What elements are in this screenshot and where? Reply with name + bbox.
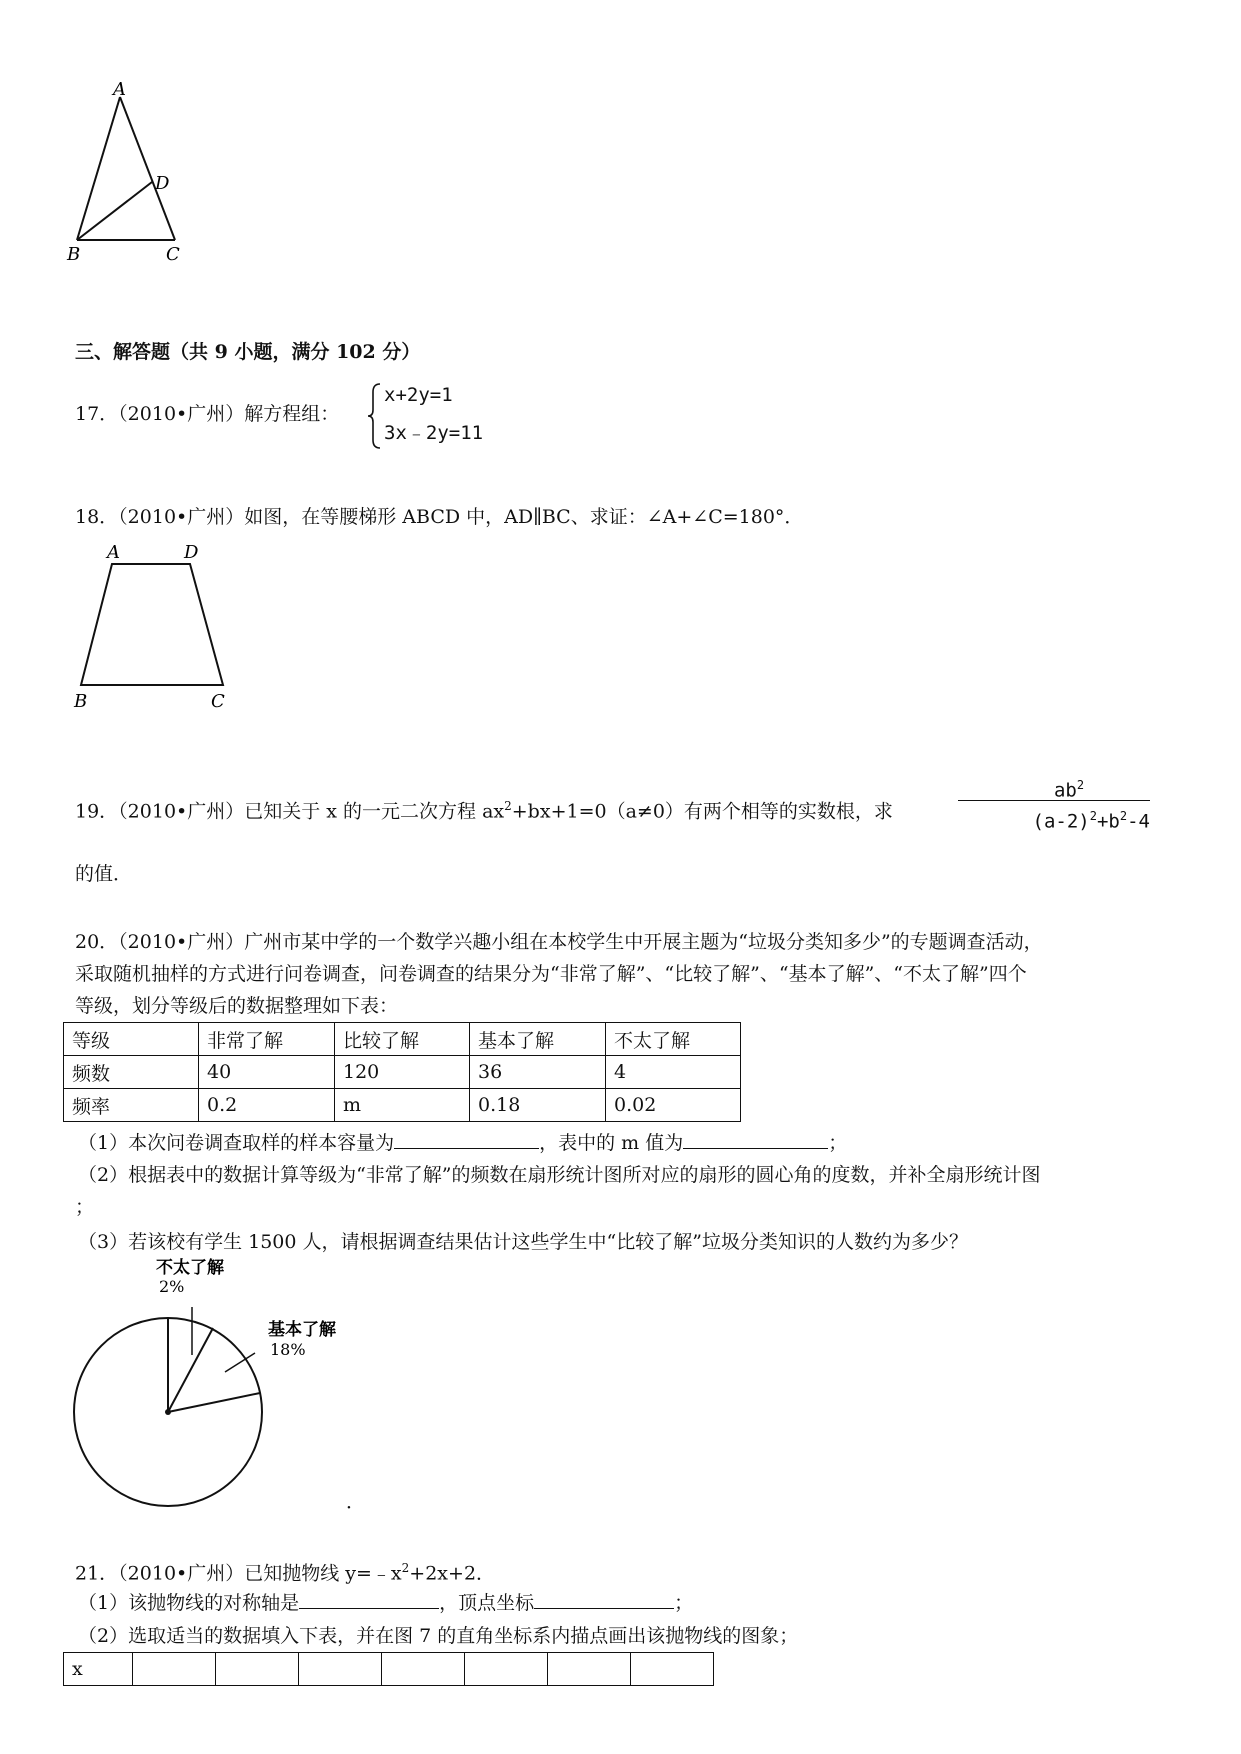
table-cell: 频数 [64,1056,199,1089]
q17-brace [366,382,382,450]
answer-blank[interactable] [534,1590,674,1609]
pie-label-basic: 基本了解 [268,1320,336,1340]
q19-numerator: $ab^2$ [1053,778,1085,802]
q19-text-b: +bx+1=0（a≠0）有两个相等的实数根，求 [511,800,893,823]
table-cell: m [335,1089,470,1122]
q20-line3: 等级，划分等级后的数据整理如下表： [75,995,399,1017]
q19-sup: 2 [504,799,512,813]
table-cell[interactable] [631,1653,714,1686]
table-cell[interactable] [382,1653,465,1686]
q19-fraction [958,770,1150,831]
table-cell: 40 [199,1056,335,1089]
table-cell: 非常了解 [199,1023,335,1056]
answer-blank[interactable] [299,1590,439,1609]
table-cell: 120 [335,1056,470,1089]
pie-chart-figure [60,1255,400,1515]
label-a: A [113,80,126,100]
answer-blank[interactable] [683,1130,828,1149]
pie-pct-basic: 18% [270,1340,306,1359]
table-cell[interactable] [216,1653,299,1686]
pie-trailing-dot: ． [346,1491,366,1513]
label-b: B [67,244,81,265]
pie-pct-not-much: 2% [159,1277,185,1296]
q18-text: 18．（2010•广州）如图，在等腰梯形 ABCD 中，AD∥BC、求证：∠A+∠C=180°． [75,506,804,528]
table-cell: x [64,1653,133,1686]
q17-eq1: x+2y=1 [384,384,453,406]
q20-sub2: （2）根据表中的数据计算等级为“非常了解”的频数在扇形统计图所对应的扇形的圆心角的度数，并补全扇形统计图 [78,1164,1041,1186]
q21-sub1: （1）该抛物线的对称轴是 ，顶点坐标 ； [78,1592,694,1614]
label-a: A [107,542,120,563]
label-c: C [166,244,180,265]
q19-text-a: 19．（2010•广州）已知关于 x 的一元二次方程 ax [75,800,505,823]
table-cell[interactable] [465,1653,548,1686]
pie-label-not-much: 不太了解 [156,1258,224,1278]
table-row [64,1089,741,1122]
table-row [64,1023,741,1056]
table-cell: 0.02 [606,1089,741,1122]
table-row [64,1056,741,1089]
table-cell: 等级 [64,1023,199,1056]
table-cell: 0.18 [470,1089,606,1122]
trapezoid-figure [60,540,250,710]
q17-eq2: 3x﹣2y=11 [384,422,484,444]
q17-text: 17．（2010•广州）解方程组： [75,403,340,425]
label-d: D [184,542,199,563]
q20-table [63,1022,741,1122]
q21-text: 21．（2010•广州）已知抛物线 $y=﹣x^2+2x+2$． [75,1561,496,1585]
q20-sub3: （3）若该校有学生 1500 人，请根据调查结果估计这些学生中“比较了解”垃圾分类知识的人数约为多少？ [78,1231,968,1253]
q20-sub2-end: ； [75,1196,95,1218]
table-cell: 不太了解 [606,1023,741,1056]
table-cell: 基本了解 [470,1023,606,1056]
table-cell: 4 [606,1056,741,1089]
table-cell: 0.2 [199,1089,335,1122]
table-cell: 比较了解 [335,1023,470,1056]
q21-table [63,1652,714,1686]
q19-tail: 的值． [75,863,133,885]
label-c: C [211,691,225,710]
q20-sub1: （1）本次问卷调查取样的样本容量为 ，表中的 m 值为 ； [78,1132,848,1154]
table-cell: 36 [470,1056,606,1089]
answer-blank[interactable] [394,1130,539,1149]
q20-line2: 采取随机抽样的方式进行问卷调查，问卷调查的结果分为“非常了解”、“比较了解”、“基本了解”、“不太了解”四个 [75,963,1027,985]
table-cell[interactable] [133,1653,216,1686]
q20-line1: 20．（2010•广州）广州市某中学的一个数学兴趣小组在本校学生中开展主题为“垃圾分类知多少”的专题调查活动， [75,931,1043,953]
label-d: D [155,173,170,194]
table-cell[interactable] [299,1653,382,1686]
q21-sub2: （2）选取适当的数据填入下表，并在图 7 的直角坐标系内描点画出该抛物线的图象； [78,1625,799,1647]
section-heading: 三、解答题（共 9 小题，满分 102 分） [75,341,421,363]
label-b: B [74,691,88,710]
table-cell[interactable] [548,1653,631,1686]
q19-denominator: $(a-2)^2+b^2-4$ [1032,809,1150,833]
q19-text [75,794,893,823]
table-row [64,1653,714,1686]
table-cell: 频率 [64,1089,199,1122]
triangle-figure [60,80,210,270]
